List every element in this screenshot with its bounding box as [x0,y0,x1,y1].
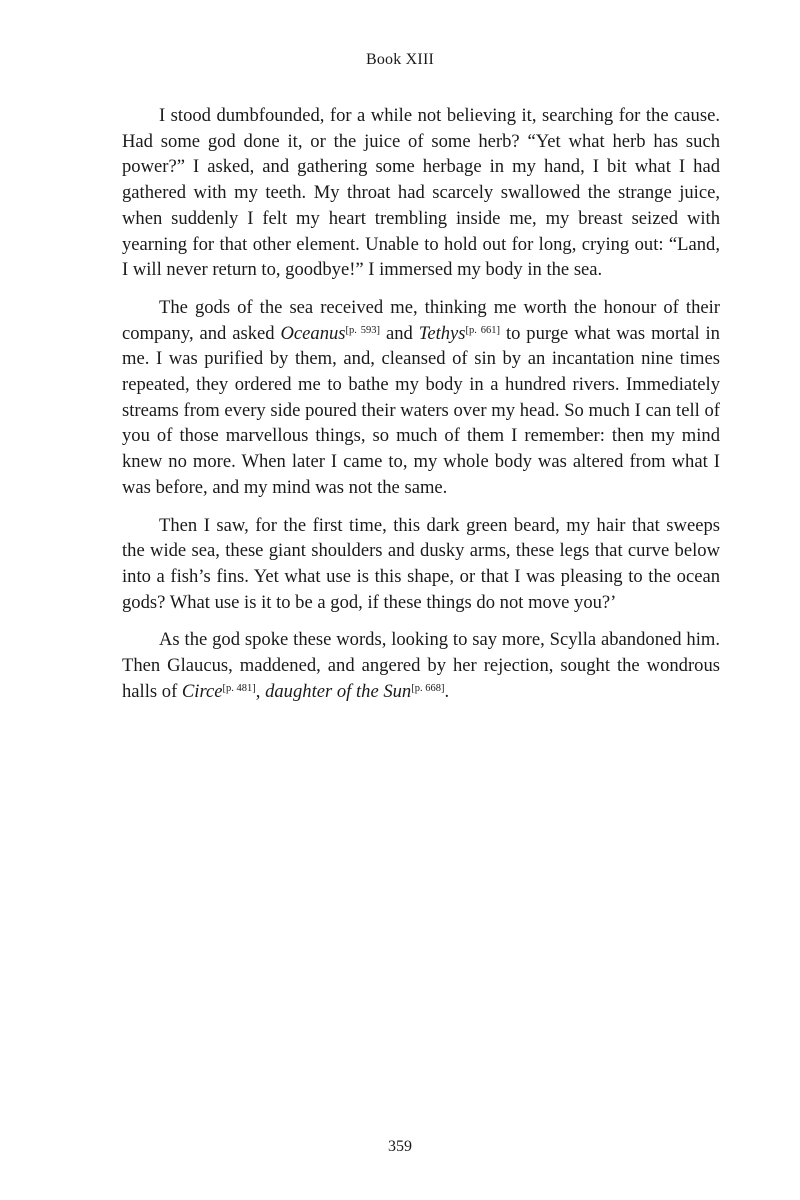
link-tethys[interactable]: Tethys [418,322,466,344]
link-oceanus[interactable]: Oceanus [280,322,346,344]
paragraph-2 [122,295,720,501]
page-ref-daughter-of-the-sun[interactable]: [p. 668] [411,682,445,694]
paragraph-1: I stood dumbfounded, for a while not believing it, searching for the cause. Had some god done it, or the juice of some herb? “Yet what herb has such power?” I asked, and gathering some herbage in my hand, I bit what I had gathered with my teeth. My throat had scarcely swallowed the strange juice, when suddenly I felt my heart trembling inside me, my breast seized with yearning for that other element. Unable to hold out for long, crying out: “Land, I will never return to, goodbye!” I immersed my body in the sea. [122,105,720,281]
link-daughter-of-the-sun[interactable]: daughter of the Sun [265,680,412,702]
paragraph-4-text-b: , [255,680,266,702]
page-ref-tethys[interactable]: [p. 661] [465,324,501,336]
paragraph-4-text-c: . [444,680,450,702]
paragraph-3: Then I saw, for the first time, this dark green beard, my hair that sweeps the wide sea, these giant shoulders and dusky arms, these legs that curve below into a fish’s fins. Yet what use is this shape, or that I was pleasing to the ocean gods? What use is it to be a god, if these things do not move you?’ [122,514,720,613]
paragraph-2-text-a: The gods of the sea received me, thinking me worth the honour of their company, and asked [122,296,720,344]
page-number: 359 [388,1138,412,1155]
page-ref-circe[interactable]: [p. 481] [222,682,256,694]
paragraph-4-text-a: As the god spoke these words, looking to say more, Scylla abandoned him. Then Glaucus, maddened, and angered by her rejection, sought the wondrous halls of [122,629,720,702]
paragraph-2-text-c: to purge what was mortal in me. I was purified by them, and, cleansed of sin by an incantation nine times repeated, they ordered me to bathe my body in a hundred rivers. Immediately streams from every side poured their waters over my head. So much I can tell of you of those marvellous things, so much of them I remember: then my mind knew no more. When later I came to, my whole body was altered from what I was before, and my mind was not the same. [122,322,720,498]
paragraph-2-text-b: and [380,322,419,344]
paragraph-4 [122,627,720,704]
page-ref-oceanus[interactable]: [p. 593] [345,324,381,336]
running-header: Book XIII [365,51,434,68]
link-circe[interactable]: Circe [181,680,223,702]
body-text [122,103,720,716]
